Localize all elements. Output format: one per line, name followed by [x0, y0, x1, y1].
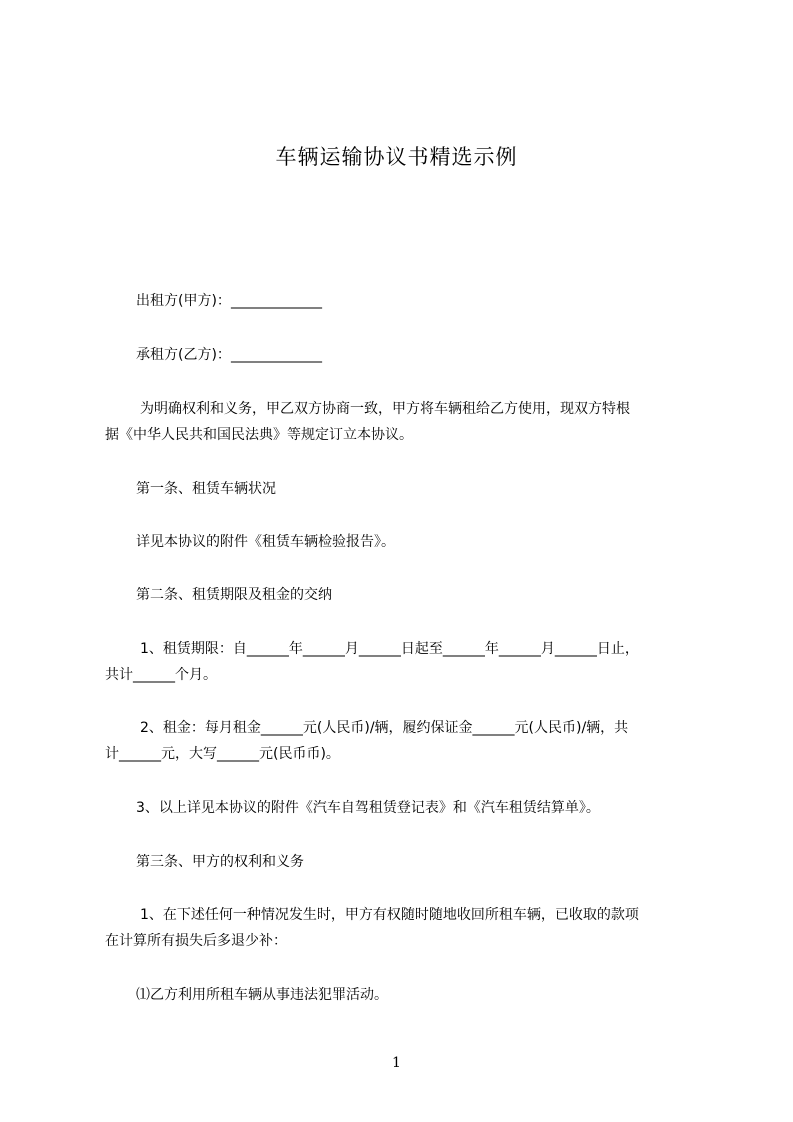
- attachments-line: 3、以上详见本协议的附件《汽车自驾租赁登记表》和《汽车租赁结算单》。: [136, 800, 600, 816]
- rent-line1: 2、租金：每月租金______元(人民币)/辆，履约保证金______元(人民币)/辆，共: [140, 720, 629, 736]
- lessor-label: 出租方(甲方)：: [136, 293, 231, 309]
- document-title: 车辆运输协议书精选示例: [275, 145, 518, 169]
- recall-line1: 1、在下述任何一种情况发生时，甲方有权随时随地收回所租车辆，已收取的款项: [140, 907, 639, 923]
- intro-paragraph-line2: 据《中华人民共和国民法典》等规定订立本协议。: [105, 427, 413, 443]
- page-number: 1: [392, 1055, 401, 1071]
- article2-heading: 第二条、租赁期限及租金的交纳: [136, 587, 332, 603]
- term-line1: 1、租赁期限：自______年______月______日起至______年______月______日止，: [140, 641, 639, 657]
- lessor-blank: _____________: [230, 293, 322, 309]
- article1-heading: 第一条、租赁车辆状况: [136, 481, 276, 497]
- lessee-blank: _____________: [230, 347, 322, 363]
- lessee-line: [136, 346, 322, 364]
- lessee-label: 承租方(乙方)：: [136, 347, 231, 363]
- term-line2: 共计______个月。: [105, 667, 217, 683]
- intro-paragraph-line1: 为明确权利和义务，甲乙双方协商一致，甲方将车辆租给乙方使用，现双方特根: [140, 401, 630, 417]
- lessor-line: [136, 292, 322, 310]
- item1-line: ⑴乙方利用所租车辆从事违法犯罪活动。: [136, 987, 388, 1003]
- recall-line2: 在计算所有损失后多退少补：: [105, 933, 287, 949]
- rent-line2: 计______元，大写______元(民币币)。: [105, 746, 340, 762]
- article3-heading: 第三条、甲方的权利和义务: [136, 854, 304, 870]
- article1-text: 详见本协议的附件《租赁车辆检验报告》。: [136, 534, 395, 550]
